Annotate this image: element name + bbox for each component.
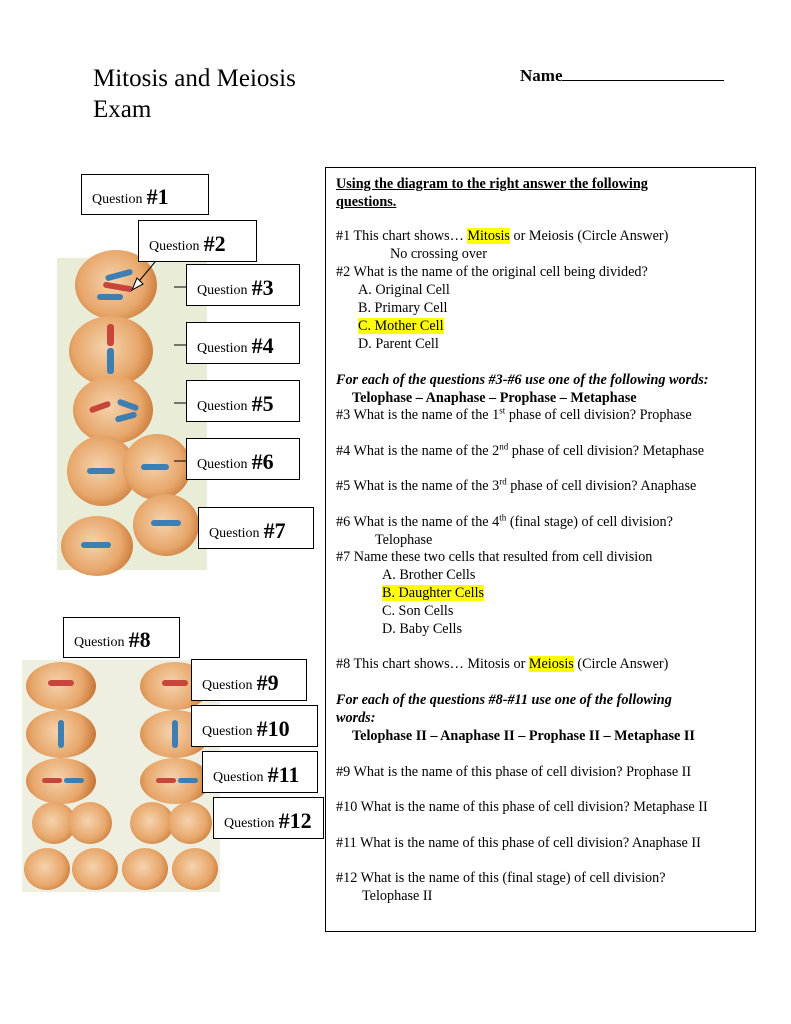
question-label-5: Question #5 bbox=[186, 380, 300, 422]
q7-option-d: D. Baby Cells bbox=[382, 621, 462, 637]
question-label-11: Question #11 bbox=[202, 751, 318, 793]
meiosis-daughter-cell-1 bbox=[24, 848, 70, 890]
q7-text: #7 Name these two cells that resulted from cell division bbox=[336, 549, 653, 565]
word-bank-3-6: Telophase – Anaphase – Prophase – Metaphase bbox=[352, 390, 637, 406]
question-label-1: Question #1 bbox=[81, 174, 209, 215]
meiosis-cell-1a bbox=[26, 662, 96, 710]
instructions-8-11-line-2: words: bbox=[336, 710, 376, 726]
q8-text: #8 This chart shows… Mitosis or Meiosis (Circle Answer) bbox=[336, 656, 669, 672]
q5-text: #5 What is the name of the 3rd phase of cell division? Anaphase bbox=[336, 476, 697, 494]
meiosis-cell-3b bbox=[140, 758, 210, 804]
q2-option-a: A. Original Cell bbox=[358, 282, 450, 298]
q3-text: #3 What is the name of the 1st phase of cell division? Prophase bbox=[336, 405, 692, 423]
question-label-7: Question #7 bbox=[198, 507, 314, 549]
q12-text: #12 What is the name of this (final stage) of cell division? bbox=[336, 870, 666, 886]
meiosis-daughter-cell-4 bbox=[172, 848, 218, 890]
q8-answer-meiosis: Meiosis bbox=[528, 656, 574, 672]
q4-text: #4 What is the name of the 2nd phase of cell division? Metaphase bbox=[336, 441, 705, 459]
instructions-line-1: Using the diagram to the right answer the following bbox=[336, 176, 648, 192]
q11-text: #11 What is the name of this phase of cell division? Anaphase II bbox=[336, 835, 701, 851]
q6-text: #6 What is the name of the 4th (final stage) of cell division? bbox=[336, 512, 673, 530]
question-label-2: Question #2 bbox=[138, 220, 257, 262]
q2-option-d: D. Parent Cell bbox=[358, 336, 439, 352]
q12-answer: Telophase II bbox=[362, 888, 433, 904]
meiosis-daughter-cell-3 bbox=[122, 848, 168, 890]
q10-text: #10 What is the name of this phase of cell division? Metaphase II bbox=[336, 799, 708, 815]
meiosis-cell-3a bbox=[26, 758, 96, 804]
q9-text: #9 What is the name of this phase of cell division? Prophase II bbox=[336, 764, 692, 780]
q2-option-c: C. Mother Cell bbox=[358, 318, 444, 334]
title-line-1: Mitosis and Meiosis bbox=[93, 65, 296, 92]
q2-option-b: B. Primary Cell bbox=[358, 300, 448, 316]
instructions-8-11-line-1: For each of the questions #8-#11 use one of the following bbox=[336, 692, 672, 708]
word-bank-8-11: Telophase II – Anaphase II – Prophase II – Metaphase II bbox=[352, 728, 695, 744]
q1-answer-mitosis: Mitosis bbox=[467, 228, 510, 244]
meiosis-daughter-cell-2 bbox=[72, 848, 118, 890]
question-label-3: Question #3 bbox=[186, 264, 300, 306]
meiosis-cell-4d bbox=[168, 802, 212, 844]
question-label-10: Question #10 bbox=[191, 705, 318, 747]
q7-option-c: C. Son Cells bbox=[382, 603, 454, 619]
q1-text: #1 This chart shows… Mitosis or Meiosis (Circle Answer) bbox=[336, 228, 669, 244]
name-label: Name bbox=[520, 66, 563, 85]
q7-option-a: A. Brother Cells bbox=[382, 567, 476, 583]
instructions-line-2: questions. bbox=[336, 194, 397, 210]
instructions-3-6: For each of the questions #3-#6 use one of the following words: bbox=[336, 372, 709, 388]
q6-answer: Telophase bbox=[375, 532, 433, 548]
q2-text: #2 What is the name of the original cell being divided? bbox=[336, 264, 648, 280]
q2-arrowhead bbox=[132, 278, 143, 290]
q1-note: No crossing over bbox=[390, 246, 487, 262]
title-line-2: Exam bbox=[93, 96, 152, 123]
meiosis-cell-4b bbox=[68, 802, 112, 844]
question-label-4: Question #4 bbox=[186, 322, 300, 364]
question-label-9: Question #9 bbox=[191, 659, 307, 701]
meiosis-cell-2a bbox=[26, 710, 96, 758]
question-label-12: Question #12 bbox=[213, 797, 324, 839]
question-label-8: Question #8 bbox=[63, 617, 180, 658]
q7-option-b: B. Daughter Cells bbox=[382, 585, 485, 601]
question-label-6: Question #6 bbox=[186, 438, 300, 480]
